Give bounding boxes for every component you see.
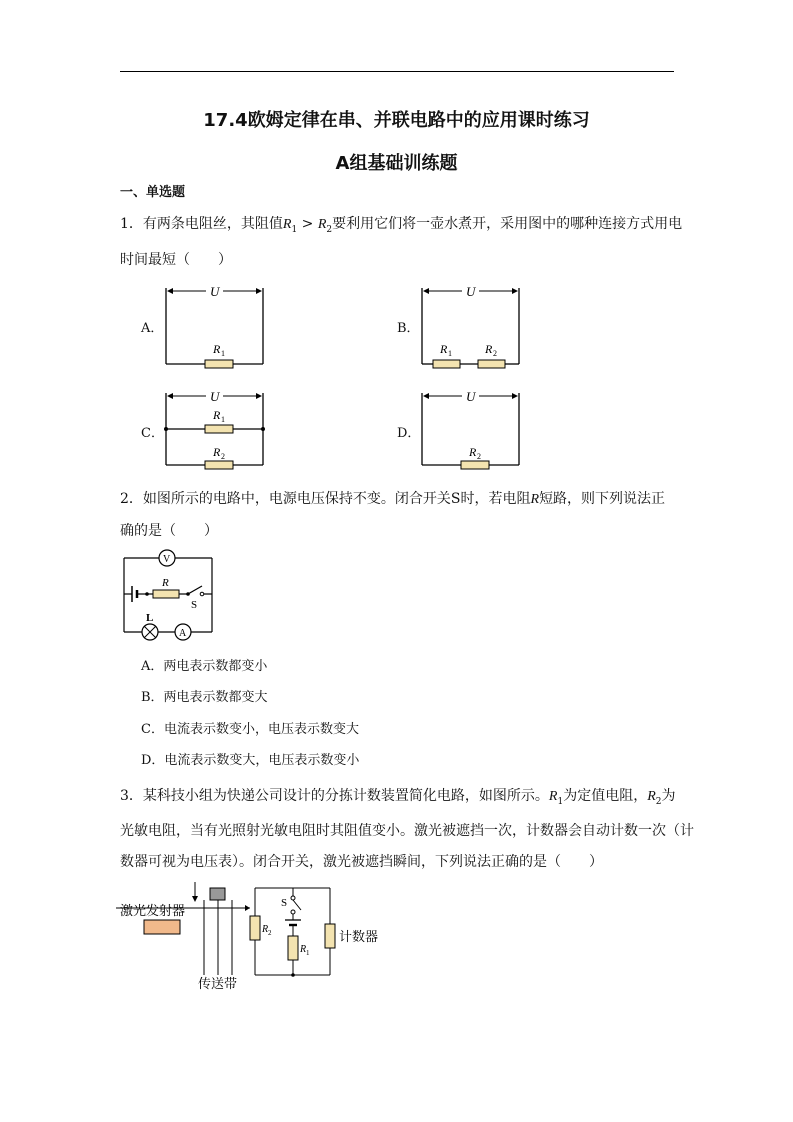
q2-option-b: B．两电表示数都变大 bbox=[141, 690, 268, 705]
q3-r1-sub: 1 bbox=[306, 949, 310, 957]
page-title: 17.4欧姆定律在串、并联电路中的应用课时练习 bbox=[203, 110, 590, 131]
q1-line2: 时间最短（ ） bbox=[120, 252, 232, 268]
u-label: U bbox=[210, 284, 220, 299]
q1-option-d: D． bbox=[397, 426, 421, 441]
r2-label: R bbox=[469, 445, 477, 459]
lamp-l-label: L bbox=[146, 612, 154, 624]
q2-text-a: 2．如图所示的电路中，电源电压保持不变。闭合开关S时，若电阻 bbox=[120, 491, 531, 507]
q1-diagram-b bbox=[416, 280, 526, 372]
q2-option-d: D．电流表示数变大，电压表示数变小 bbox=[141, 753, 360, 768]
r1-label: R bbox=[213, 342, 221, 356]
q3-text-b: 为定值电阻， bbox=[563, 788, 648, 804]
resistor-r-label: R bbox=[162, 577, 169, 589]
r1-label: R bbox=[213, 408, 221, 422]
belt-label: 传送带 bbox=[198, 976, 238, 991]
q1-option-a: A． bbox=[141, 321, 164, 336]
q3-r-symbol-2: R bbox=[647, 789, 656, 804]
r2-label: R bbox=[213, 445, 221, 459]
q3-text-c: 为 bbox=[661, 788, 676, 804]
switch-s-label: S bbox=[281, 897, 288, 909]
q3-r-symbol: R bbox=[548, 789, 558, 804]
q3-r2-sub: 2 bbox=[268, 929, 272, 937]
q3-line1 bbox=[120, 785, 676, 807]
q2-option-c: C．电流表示数变小，电压表示数变大 bbox=[141, 722, 359, 737]
q1-text-a: 1．有两条电阻丝，其阻值 bbox=[120, 216, 283, 232]
q1-text-b: 要利用它们将一壶水煮开，采用图中的哪种连接方式用电 bbox=[332, 216, 683, 232]
r1-sub: 1 bbox=[448, 349, 452, 358]
q2-line2: 确的是（ ） bbox=[120, 523, 218, 539]
q3-r1-label: R bbox=[300, 944, 307, 955]
r2-label: R bbox=[485, 342, 493, 356]
r1-label: R bbox=[440, 342, 448, 356]
r1-sub: 1 bbox=[221, 415, 225, 424]
laser-label: 激光发射器 bbox=[120, 903, 186, 918]
q1-diagram-d bbox=[416, 385, 526, 471]
voltmeter-label: V bbox=[163, 554, 171, 565]
q1-r1-sub: 1 bbox=[291, 224, 298, 235]
q3-r2-label: R bbox=[262, 924, 269, 935]
q1-diagram-c bbox=[160, 385, 270, 471]
ammeter-label: A bbox=[179, 628, 187, 639]
q3-text-a: 3．某科技小组为快递公司设计的分拣计数装置简化电路，如图所示。 bbox=[120, 788, 549, 804]
q2-text-b: 短路，则下列说法正 bbox=[539, 491, 666, 507]
counter-label: 计数器 bbox=[339, 929, 379, 944]
q3-line3: 数器可视为电压表）。闭合开关，激光被遮挡瞬间，下列说法正确的是（ ） bbox=[120, 854, 603, 870]
r2-sub: 2 bbox=[493, 349, 497, 358]
q1-r2-sub: 2 bbox=[326, 224, 333, 235]
r2-sub: 2 bbox=[477, 452, 481, 461]
u-label: U bbox=[466, 284, 476, 299]
q1-line1: 1．有两条电阻丝，其阻值$R_1 > R_2$要利用它们将一壶水煮开，采用图中的哪种连接方式用电 bbox=[120, 216, 683, 235]
q2-option-a: A．两电表示数都变小 bbox=[141, 659, 268, 674]
q2-circuit-diagram bbox=[116, 544, 220, 644]
r1-sub: 1 bbox=[221, 349, 225, 358]
q3-line2: 光敏电阻，当有光照射光敏电阻时其阻值变小。激光被遮挡一次，计数器会自动计数一次（计 bbox=[120, 823, 694, 839]
switch-s-label: S bbox=[191, 599, 198, 611]
u-label: U bbox=[466, 389, 476, 404]
q1-r-symbol: R bbox=[282, 217, 292, 232]
r2-sub: 2 bbox=[221, 452, 225, 461]
q2-line1 bbox=[120, 488, 665, 508]
section-heading: 一、单选题 bbox=[120, 185, 186, 200]
header-rule bbox=[120, 71, 674, 72]
q3-r2-sub: 2 bbox=[655, 796, 662, 807]
q2-r-symbol: R bbox=[530, 492, 540, 507]
q1-option-b: B． bbox=[397, 321, 420, 336]
q3-r1-sub: 1 bbox=[557, 796, 564, 807]
page-subtitle: A组基础训练题 bbox=[335, 153, 458, 174]
q1-r-symbol-2: R bbox=[317, 217, 327, 232]
q3-circuit-diagram bbox=[116, 880, 396, 992]
u-label: U bbox=[210, 389, 220, 404]
q1-option-c: C． bbox=[141, 426, 164, 441]
q1-diagram-a bbox=[160, 280, 270, 372]
